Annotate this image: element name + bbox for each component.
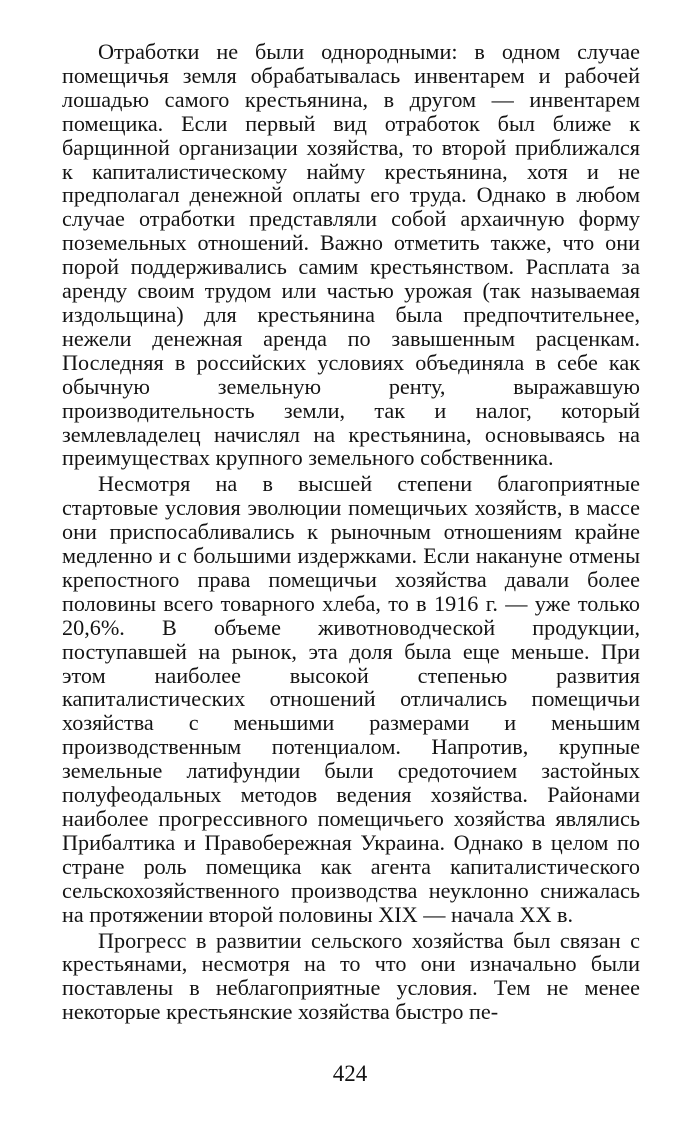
body-text: [62, 40, 640, 1026]
paragraph-2: Несмотря на в высшей степени благоприятные стартовые условия эволюции помещичьих хозяйств, в массе они приспосабливались к рыночным отношениям крайне медленно и с большими издержками. Если накануне отмены крепостного права помещичьи хозяйства давали более половины всего товарного хлеба, то в 1916 г. — уже только 20,6%. В объеме животноводческой продукции, поступавшей на рынок, эта доля была еще меньше. При этом наиболее высокой степенью развития капиталистических отношений отличались помещичьи хозяйства с меньшими размерами и меньшим производственным потенциалом. Напротив, крупные земельные латифундии были средоточием застойных полуфеодальных методов ведения хозяйства. Районами наиболее прогрессивного помещичьего хозяйства являлись Прибалтика и Правобережная Украина. Однако в целом по стране роль помещика как агента капиталистического сельскохозяйственного производства неуклонно снижалась на протяжении второй половины XIX — начала XX в.: [62, 471, 640, 927]
paragraph-3: Прогресс в развитии сельского хозяйства был связан с крестьянами, несмотря на то что они изначально были поставлены в неблагоприятные условия. Тем не менее некоторые крестьянские хозяйства быстро пе-: [62, 927, 640, 1025]
paragraph-1: Отработки не были однородными: в одном случае помещичья земля обрабатывалась инвентарем и рабочей лошадью самого крестьянина, в другом — инвентарем помещика. Если первый вид отработок был ближе к барщинной организации хозяйства, то второй приближался к капиталистическому найму крестьянина, хотя и не предполагал денежной оплаты его труда. Однако в любом случае отработки представляли собой архаичную форму поземельных отношений. Важно отметить также, что они порой поддерживались самим крестьянством. Расплата за аренду своим трудом или частью урожая (так называемая издольщина) для крестьянина была предпочтительнее, нежели денежная аренда по завышенным расценкам. Последняя в российских условиях объединяла в себе как обычную земельную ренту, выражавшую производительность земли, так и налог, который землевладелец начислял на крестьянина, основываясь на преимуществах крупного земельного собственника.: [62, 39, 640, 471]
page-number: 424: [332, 1061, 368, 1086]
